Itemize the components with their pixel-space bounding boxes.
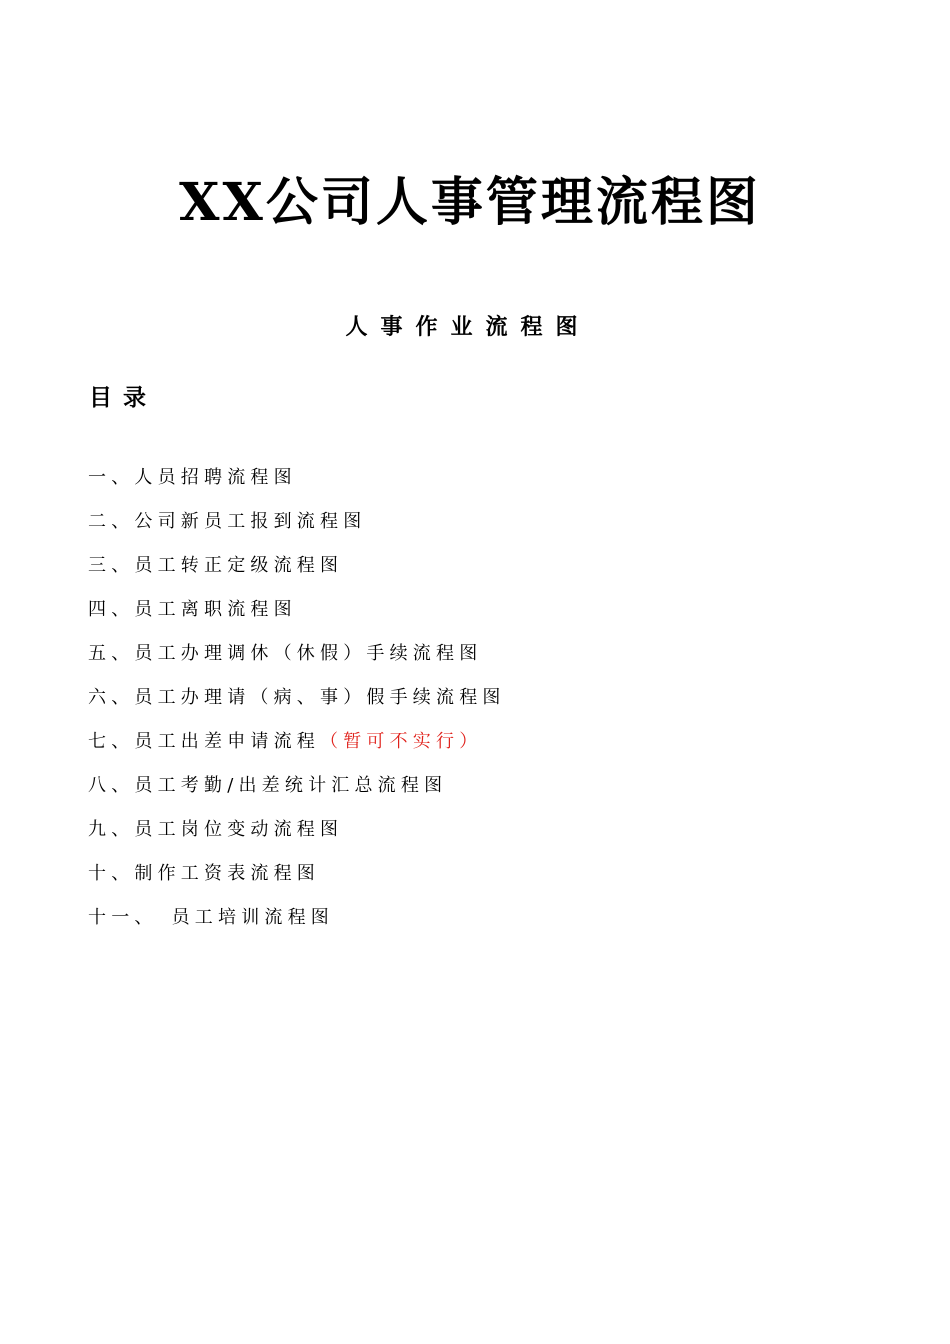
toc-item-label: 七、员工出差申请流程 bbox=[88, 731, 320, 752]
document-subtitle: 人事作业流程图 bbox=[345, 314, 591, 340]
toc-item-label: 三、员工转正定级流程图 bbox=[88, 555, 344, 576]
toc-item-label: 九、员工岗位变动流程图 bbox=[88, 819, 344, 840]
document-title: XX公司人事管理流程图 bbox=[179, 172, 761, 233]
toc-item-label: 八、员工考勤/出差统计汇总流程图 bbox=[88, 775, 448, 796]
toc-item-recruitment bbox=[88, 462, 506, 506]
toc-item-training bbox=[88, 902, 506, 946]
toc-item-time-off bbox=[88, 638, 506, 682]
toc-item-position-change bbox=[88, 814, 506, 858]
toc-item-label: 六、员工办理请（病、事）假手续流程图 bbox=[88, 687, 506, 708]
toc-item-payroll bbox=[88, 858, 506, 902]
toc-item-label: 一、人员招聘流程图 bbox=[88, 467, 297, 488]
toc-item-business-trip bbox=[88, 726, 506, 770]
toc-item-regularization bbox=[88, 550, 506, 594]
toc-item-prefix: 十一、 bbox=[88, 907, 158, 928]
toc-item-label: 五、员工办理调休（休假）手续流程图 bbox=[88, 643, 483, 664]
toc-item-label: 十、制作工资表流程图 bbox=[88, 863, 320, 884]
toc-item-onboarding bbox=[88, 506, 506, 550]
toc-heading: 目录 bbox=[89, 384, 157, 411]
toc-item-attendance bbox=[88, 770, 506, 814]
table-of-contents bbox=[88, 462, 506, 946]
toc-item-resignation bbox=[88, 594, 506, 638]
toc-item-label: 四、员工离职流程图 bbox=[88, 599, 297, 620]
toc-item-label: 二、公司新员工报到流程图 bbox=[88, 511, 367, 532]
toc-item-label: 员工培训流程图 bbox=[171, 907, 335, 928]
toc-item-leave-request bbox=[88, 682, 506, 726]
toc-item-note: （暂可不实行） bbox=[320, 731, 483, 752]
